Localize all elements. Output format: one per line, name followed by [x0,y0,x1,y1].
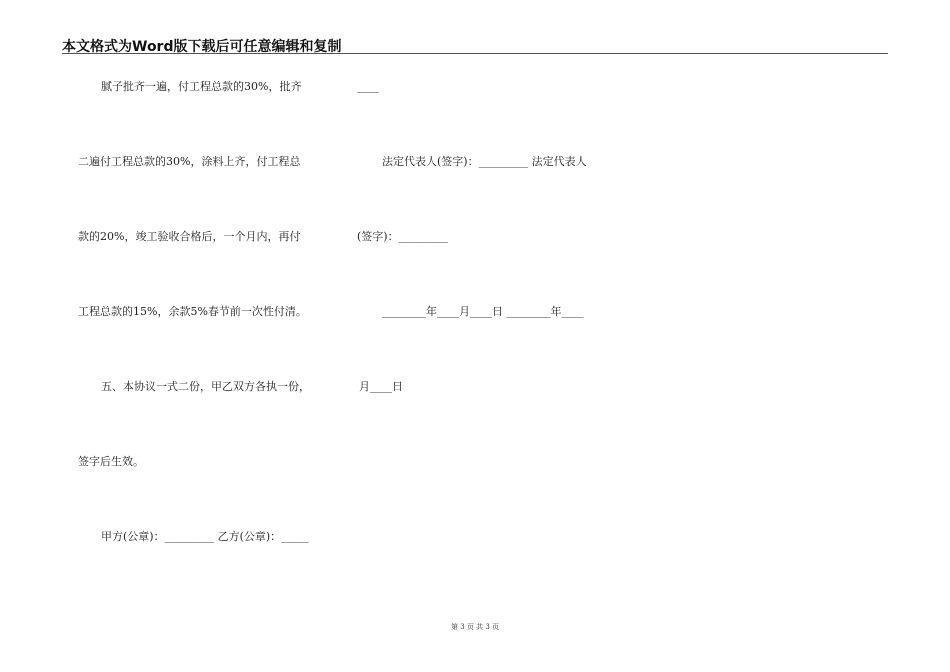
body-line-1: 腻子批齐一遍，付工程总款的30%，批齐 [101,80,302,93]
document-header: 本文格式为Word版下载后可任意编辑和复制 [62,39,342,55]
body-line-2: 二遍付工程总款的30%，涂料上齐，付工程总 [78,155,301,168]
signature-blank-1: ____ [357,80,379,93]
signature-line-2: (签字)：_________ [357,230,449,243]
signature-line-1: 法定代表人(签字)：_________ 法定代表人 [382,155,587,168]
body-line-3: 款的20%，竣工验收合格后，一个月内，再付 [78,230,301,243]
date-line-2: 月____日 [359,380,403,393]
body-line-6: 签字后生效。 [78,455,144,468]
date-line-1: ________年____月____日 ________年____ [382,305,584,318]
party-seal-line: 甲方(公章)：_________ 乙方(公章)：_____ [101,530,309,543]
body-line-5: 五、本协议一式二份，甲乙双方各执一份， [101,380,310,393]
header-divider [62,53,888,54]
page-footer: 第 3 页 共 3 页 [450,623,500,631]
body-line-4: 工程总款的15%，余款5%春节前一次性付清。 [78,305,307,318]
